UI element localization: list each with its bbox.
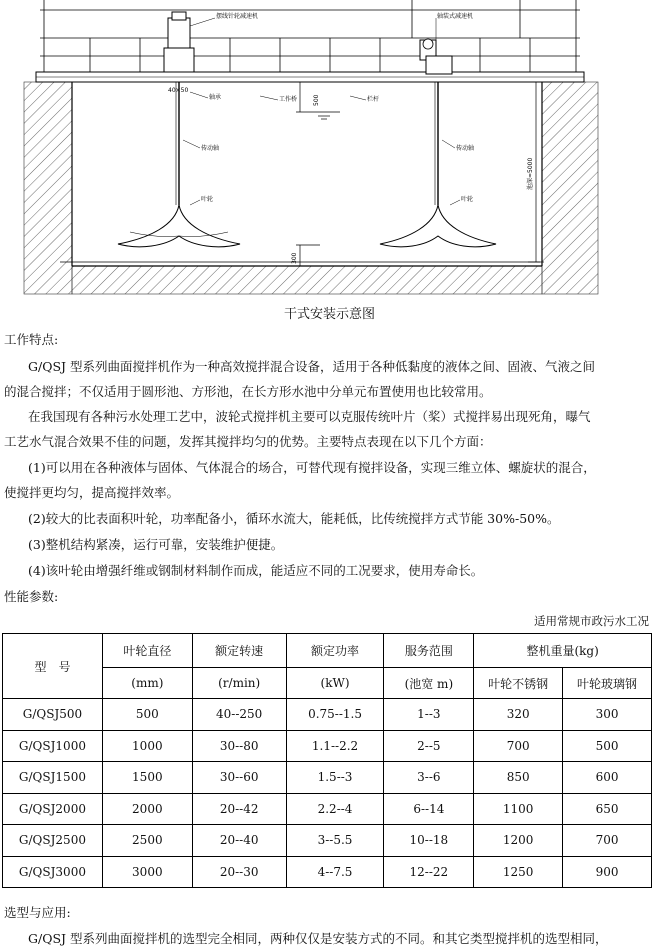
paragraph-2-line-2: 工艺水气混合效果不佳的问题，发挥其搅拌均匀的优势。主要特点表现在以下几个方面： <box>4 434 492 449</box>
cell-weight-frp: 300 <box>563 699 652 731</box>
label-reducer-right: 轴装式减速机 <box>437 13 474 20</box>
cell-speed: 20--30 <box>192 856 286 888</box>
cell-diameter: 1500 <box>102 762 192 794</box>
cell-weight-frp: 700 <box>563 825 652 857</box>
cell-power: 4--7.5 <box>286 856 384 888</box>
cell-range: 10--18 <box>384 825 474 857</box>
railing <box>40 0 580 72</box>
cell-power: 3--5.5 <box>286 825 384 857</box>
cell-diameter: 500 <box>102 699 192 731</box>
cell-diameter: 2500 <box>102 825 192 857</box>
header-range-unit: (池宽 m) <box>384 668 474 699</box>
cell-speed: 30--60 <box>192 762 286 794</box>
label-dim-small: 40×50 <box>168 87 189 94</box>
right-mixer <box>380 39 496 247</box>
cell-weight-ss: 850 <box>474 762 563 794</box>
cell-weight-frp: 500 <box>563 730 652 762</box>
cell-weight-frp: 600 <box>563 762 652 794</box>
cell-weight-ss: 1250 <box>474 856 563 888</box>
table-row <box>3 856 652 888</box>
params-title: 性能参数: <box>4 589 59 604</box>
table-row <box>3 793 652 825</box>
cell-power: 1.5--3 <box>286 762 384 794</box>
cell-weight-ss: 700 <box>474 730 563 762</box>
header-diameter: 叶轮直径 <box>102 634 192 668</box>
label-dim-500: 500 <box>313 94 320 106</box>
label-impeller-right: 叶轮 <box>461 196 474 203</box>
header-weight-frp: 叶轮玻璃钢 <box>563 668 652 699</box>
cell-diameter: 3000 <box>102 856 192 888</box>
cell-weight-frp: 900 <box>563 856 652 888</box>
paragraph-1-line-2: 的混合搅拌；不仅适用于圆形池、方形池，在长方形水池中分单元布置使用也比较常用。 <box>4 384 492 399</box>
cell-range: 6--14 <box>384 793 474 825</box>
table-row <box>3 730 652 762</box>
feature-item-1-line-1: (1)可以用在各种液体与固体、气体混合的场合，可替代现有搅拌设备，实现三维立体、螺旋状的混合， <box>28 460 596 475</box>
table-row <box>3 825 652 857</box>
cell-model: G/QSJ2000 <box>3 793 103 825</box>
cell-model: G/QSJ500 <box>3 699 103 731</box>
selection-line: G/QSJ 型系列曲面搅拌机的选型完全相同，两种仅仅是安装方式的不同。和其它类型搅拌机的选型相同， <box>28 931 608 946</box>
cell-model: G/QSJ2500 <box>3 825 103 857</box>
label-rail: 栏杆 <box>367 96 380 103</box>
label-shaft-left: 传动轴 <box>201 145 220 152</box>
label-impeller-left: 叶轮 <box>201 196 214 203</box>
figure-caption: 干式安装示意图 <box>283 307 375 322</box>
cell-speed: 20--42 <box>192 793 286 825</box>
performance-table <box>2 633 652 888</box>
cell-weight-frp: 650 <box>563 793 652 825</box>
work-bridge <box>36 72 584 82</box>
cell-range: 1--3 <box>384 699 474 731</box>
cell-weight-ss: 1200 <box>474 825 563 857</box>
selection-title: 选型与应用: <box>4 905 71 920</box>
header-power: 额定功率 <box>286 634 384 668</box>
feature-item-2: (2)较大的比表面积叶轮，功率配备小，循环水流大，能耗低，比传统搅拌方式节能 30%-50%。 <box>28 511 560 526</box>
left-mixer <box>118 12 240 247</box>
table-note: 适用常规市政污水工况 <box>534 614 649 628</box>
paragraph-1-line-1: G/QSJ 型系列曲面搅拌机作为一种高效搅拌混合设备，适用于各种低黏度的液体之间、固液、气液之间 <box>28 359 595 374</box>
cell-diameter: 1000 <box>102 730 192 762</box>
cell-range: 12--22 <box>384 856 474 888</box>
features-title: 工作特点: <box>4 332 59 347</box>
cell-model: G/QSJ1500 <box>3 762 103 794</box>
cell-speed: 30--80 <box>192 730 286 762</box>
header-power-unit: (kW) <box>286 668 384 699</box>
installation-diagram <box>0 0 659 300</box>
label-dim-300: 300 <box>291 252 298 264</box>
cell-weight-ss: 1100 <box>474 793 563 825</box>
feature-item-4: (4)该叶轮由增强纤维或钢制材料制作而成，能适应不同的工况要求，使用寿命长。 <box>28 563 484 578</box>
table-row <box>3 699 652 731</box>
header-speed: 额定转速 <box>192 634 286 668</box>
cell-model: G/QSJ3000 <box>3 856 103 888</box>
leader-lines <box>183 18 460 205</box>
cell-speed: 20--40 <box>192 825 286 857</box>
table-row <box>3 762 652 794</box>
label-work-bridge: 工作桥 <box>279 96 298 103</box>
header-weight: 整机重量(kg) <box>474 634 652 668</box>
header-model: 型 号 <box>3 634 103 699</box>
label-shaft-right: 传动轴 <box>456 145 475 152</box>
cell-weight-ss: 320 <box>474 699 563 731</box>
feature-item-1-line-2: 使搅拌更均匀，提高搅拌效率。 <box>4 485 180 500</box>
label-dim-depth: 池深≈5000 <box>527 157 534 190</box>
paragraph-2-line-1: 在我国现有各种污水处理工艺中，波轮式搅拌机主要可以克服传统叶片（桨）式搅拌易出现死角，曝气 <box>28 409 591 424</box>
cell-range: 2--5 <box>384 730 474 762</box>
label-reducer-left: 摆线针轮减速机 <box>216 13 259 20</box>
header-speed-unit: (r/min) <box>192 668 286 699</box>
header-weight-ss: 叶轮不锈钢 <box>474 668 563 699</box>
header-range: 服务范围 <box>384 634 474 668</box>
cell-power: 0.75--1.5 <box>286 699 384 731</box>
cell-power: 1.1--2.2 <box>286 730 384 762</box>
cell-power: 2.2--4 <box>286 793 384 825</box>
cell-model: G/QSJ1000 <box>3 730 103 762</box>
feature-item-3: (3)整机结构紧凑，运行可靠，安装维护便捷。 <box>28 537 284 552</box>
cell-range: 3--6 <box>384 762 474 794</box>
label-bearing: 轴承 <box>209 94 222 101</box>
cell-speed: 40--250 <box>192 699 286 731</box>
header-diameter-unit: (mm) <box>102 668 192 699</box>
cell-diameter: 2000 <box>102 793 192 825</box>
